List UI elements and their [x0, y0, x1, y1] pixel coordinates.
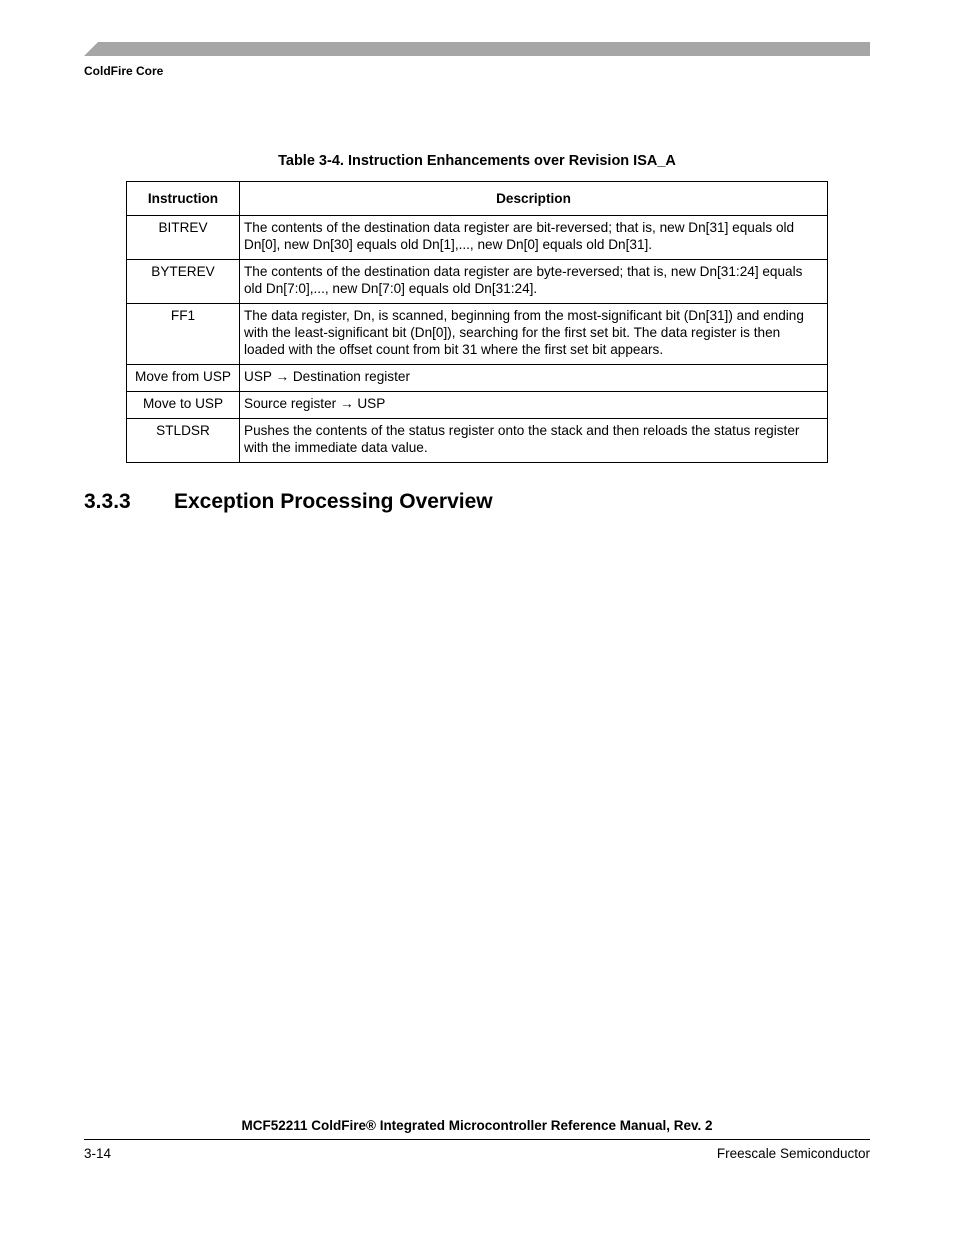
- footer-divider: [84, 1139, 870, 1140]
- section-title: Exception Processing Overview: [174, 490, 493, 513]
- table-row: [127, 365, 828, 392]
- header-bar: [84, 42, 870, 56]
- instruction-enhancements-table: [126, 181, 828, 463]
- footer-page-number: 3-14: [84, 1146, 112, 1161]
- instruction-cell: BYTEREV: [127, 260, 240, 304]
- description-cell: Source register → USP: [240, 392, 828, 419]
- column-header-description: Description: [240, 182, 828, 216]
- section-number: 3.3.3: [84, 490, 131, 513]
- table-row: [127, 419, 828, 463]
- section-heading: [84, 490, 493, 514]
- description-cell: Pushes the contents of the status register onto the stack and then reloads the status register with the immediate data value.: [240, 419, 828, 463]
- description-cell: The data register, Dn, is scanned, beginning from the most-significant bit (Dn[31]) and ending with the least-significant bit (Dn[0]), searching for the first set bit. The data register is then loaded with the offset count from bit 31 where the first set bit appears.: [240, 304, 828, 365]
- table-row: [127, 216, 828, 260]
- description-cell: The contents of the destination data register are bit-reversed; that is, new Dn[31] equals old Dn[0], new Dn[30] equals old Dn[1],..., new Dn[0] equals old Dn[31].: [240, 216, 828, 260]
- header-bar-graphic: [84, 42, 870, 56]
- running-head: ColdFire Core: [84, 64, 164, 78]
- footer-manual-title: MCF52211 ColdFire® Integrated Microcontroller Reference Manual, Rev. 2: [241, 1118, 713, 1133]
- instruction-cell: BITREV: [127, 216, 240, 260]
- column-header-instruction: Instruction: [127, 182, 240, 216]
- table-row: [127, 260, 828, 304]
- instruction-cell: STLDSR: [127, 419, 240, 463]
- header-bar-shape: [84, 42, 870, 56]
- table-caption: Table 3-4. Instruction Enhancements over Revision ISA_A: [278, 153, 676, 169]
- instruction-cell: Move from USP: [127, 365, 240, 392]
- table-header-row: [127, 182, 828, 216]
- instruction-cell: Move to USP: [127, 392, 240, 419]
- instruction-cell: FF1: [127, 304, 240, 365]
- table-row: [127, 392, 828, 419]
- footer-company: Freescale Semiconductor: [716, 1146, 870, 1161]
- description-cell: The contents of the destination data register are byte-reversed; that is, new Dn[31:24] equals old Dn[7:0],..., new Dn[7:0] equals old Dn[31:24].: [240, 260, 828, 304]
- table-row: [127, 304, 828, 365]
- description-cell: USP → Destination register: [240, 365, 828, 392]
